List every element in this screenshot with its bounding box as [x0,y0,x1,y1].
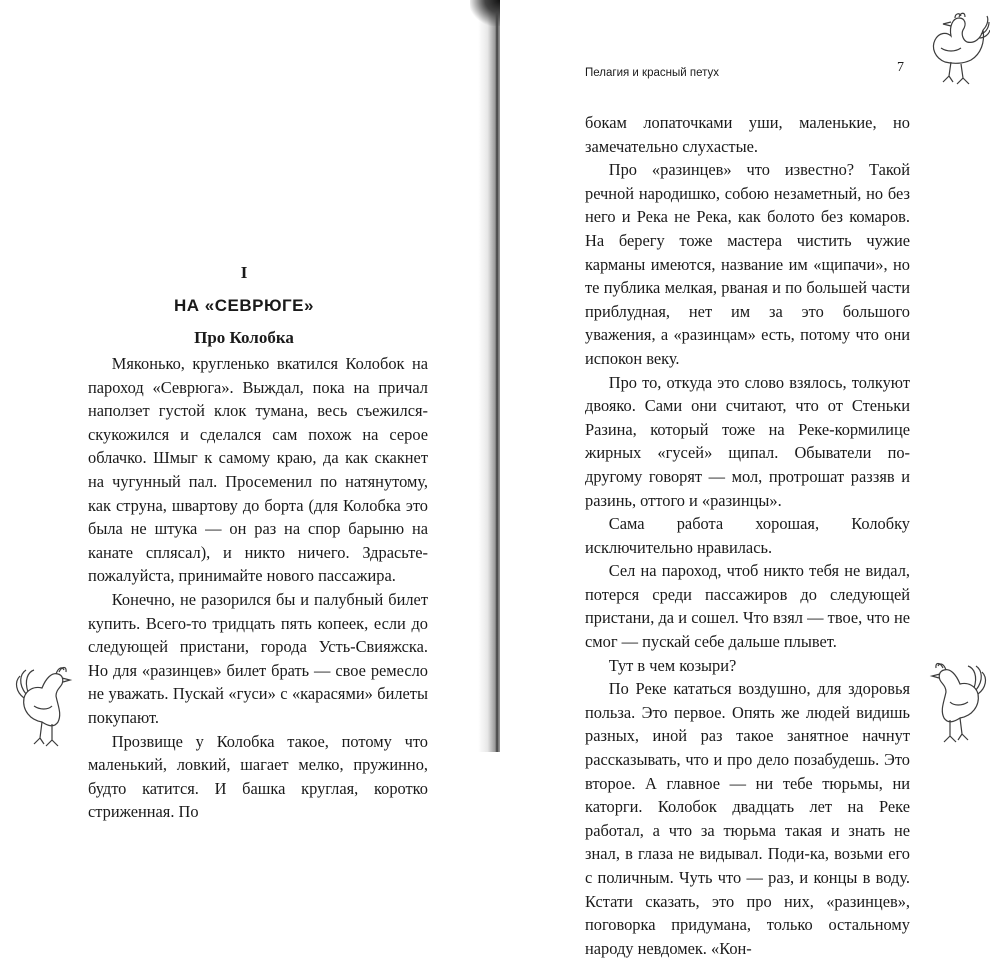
left-body-text [88,352,428,824]
paragraph: Конечно, не разорился бы и палубный билет купить. Всего-то тридцать пять копеек, если до следующей пристани, города Усть-Свияжска. Но для «разинцев» билет брать — свое ремесло не уважать. Пускай «гуси» с «карасями» билеты покупают. [88,589,428,727]
chapter-number: I [240,263,248,282]
paragraph: Сел на пароход, чтоб никто тебя не видал, потерся среди пассажиров до следующей пристани, да и сошел. Что взял — твое, что не смог — пускай себе дальше плывет. [585,561,910,652]
paragraph: Про то, откуда это слово взялось, толкуют двояко. Сами они считают, что от Стеньки Разина, который тоже на Реке-кормилице жирных «гусей» щипал. Обыватели по-другому говорят — мол, протрошат раззяв и разинь, оттого и «разинцы». [585,372,910,510]
right-body-text [585,111,910,960]
paragraph: Прозвище у Колобка такое, потому что маленький, ловкий, шагает мелко, пружинно, будто катится. И башка круглая, коротко стриженная. По [88,731,428,822]
rooster-icon [925,12,990,87]
right-page [500,0,1000,958]
paragraph: По Реке кататься воздушно, для здоровья польза. Это первое. Опять же людей видишь разных, иной раз такое занятное начнут рассказывать, что и про дело позабудешь. Это второе. А главное — ни тебе тюрьмы, ни каторги. Колобок двадцать лет на Реке работал, а что за тюрьма такая и знать не знал, в глаза не видывал. Поди-ка, возьми его с поличным. Чуть что — раз, и концы в воду. Кстати сказать, это про них, «разинцев», поговорка придумана, только остальному народу невдомек. «Кон- [585,679,910,958]
rooster-icon [920,658,990,746]
page-number: 7 [897,60,904,75]
paragraph: Мяконько, кругленько вкатился Колобок на пароход «Севрюга». Выждал, пока на причал наползет густой клок тумана, весь съежился-скукожился и сделался сам похож на серое облачко. Шмыг к самому краю, да как скакнет на чугунный пал. Просеменил по натянутому, как струна, швартову до борта (для Колобка это была не штука — он раз на спор барыню на канате сплясал), и никто ничего. Здрасьте-пожалуйста, принимайте нового пассажира. [88,354,428,586]
section-title: Про Колобка [194,328,294,347]
paragraph: Тут в чем козыри? [608,655,737,675]
rooster-icon [12,662,82,750]
continuation-paragraph: бокам лопаточками уши, маленькие, но замечательно слухастые. [585,113,910,156]
left-page [0,0,488,822]
chapter-title: НА «СЕВРЮГЕ» [174,296,314,315]
paragraph: Сама работа хорошая, Колобку исключительно нравилась. [585,514,910,557]
running-head: Пелагия и красный петух [585,67,719,79]
paragraph: Про «разинцев» что известно? Такой речной народишко, собою незаметный, но без него и Река не Река, как болото без комаров. На берегу тоже мастера чистить чужие карманы имеются, название им «щипачи», но те публика мелкая, рваная и по большей части приблудная, нет им за это большого уважения, а «разинцам» есть, потому что они испокон веку. [585,160,910,368]
